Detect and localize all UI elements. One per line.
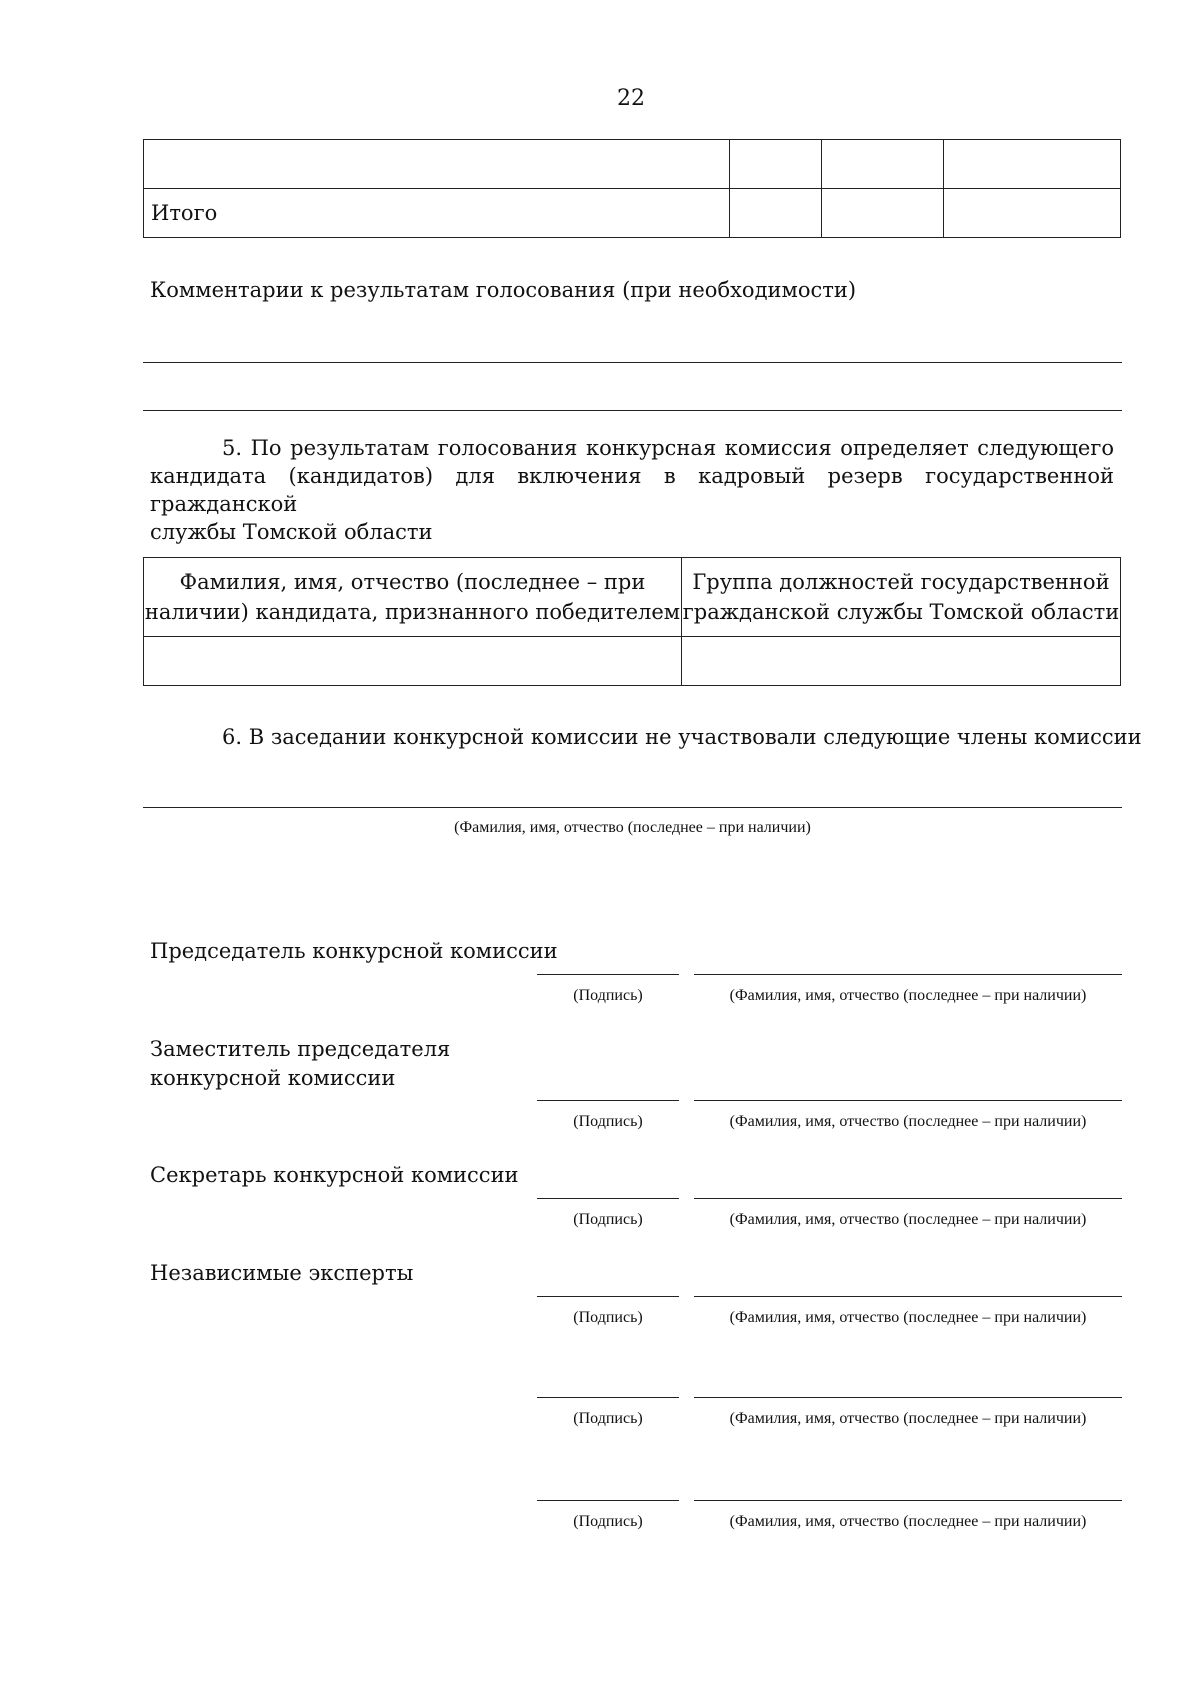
table-cell: [730, 140, 822, 189]
comments-line: [143, 410, 1122, 411]
secretary-label: Секретарь конкурсной комиссии: [150, 1163, 519, 1187]
table-cell: [822, 140, 944, 189]
table-header-row: [144, 558, 1121, 637]
table-cell: [682, 637, 1121, 686]
table-row: [144, 637, 1121, 686]
name-line: [694, 974, 1122, 975]
paragraph-line: 5. По результатам голосования конкурсная комиссия определяет следующего: [222, 436, 1114, 460]
comments-line: [143, 362, 1122, 363]
name-caption: (Фамилия, имя, отчество (последнее – при наличии): [729, 1113, 1087, 1130]
signature-line: [537, 1100, 679, 1101]
absent-members-caption: (Фамилия, имя, отчество (последнее – при наличии): [454, 819, 811, 836]
signature-line: [537, 1500, 679, 1501]
table-cell: [822, 189, 944, 238]
table-cell: [144, 637, 682, 686]
signature-caption: (Подпись): [573, 1309, 643, 1326]
experts-label: Независимые эксперты: [150, 1261, 414, 1285]
paragraph-line: кандидата (кандидатов) для включения в кадровый резерв государственной гражданской: [150, 464, 1114, 516]
chairman-label: Председатель конкурсной комиссии: [150, 939, 558, 963]
table-row: [144, 140, 1121, 189]
signature-caption: (Подпись): [573, 1211, 643, 1228]
name-caption: (Фамилия, имя, отчество (последнее – при наличии): [729, 1513, 1087, 1530]
total-label: Итого: [144, 189, 730, 238]
winners-table: [143, 557, 1121, 686]
name-caption: (Фамилия, имя, отчество (последнее – при наличии): [729, 1309, 1087, 1326]
name-line: [694, 1100, 1122, 1101]
signature-caption: (Подпись): [573, 1410, 643, 1427]
table-cell: [144, 140, 730, 189]
signature-line: [537, 1397, 679, 1398]
paragraph-line: службы Томской области: [150, 520, 433, 544]
table-cell: [944, 140, 1121, 189]
signature-line: [537, 974, 679, 975]
section-6-text: 6. В заседании конкурсной комиссии не участвовали следующие члены комиссии: [222, 725, 1142, 749]
signature-caption: (Подпись): [573, 987, 643, 1004]
name-caption: (Фамилия, имя, отчество (последнее – при наличии): [729, 987, 1087, 1004]
name-line: [694, 1397, 1122, 1398]
signature-caption: (Подпись): [573, 1113, 643, 1130]
name-caption: (Фамилия, имя, отчество (последнее – при наличии): [729, 1410, 1087, 1427]
deputy-chairman-label: Заместитель председателя конкурсной комиссии: [150, 1037, 451, 1090]
page-number: 22: [617, 86, 645, 111]
table-cell: [730, 189, 822, 238]
comments-label: Комментарии к результатам голосования (при необходимости): [150, 278, 857, 302]
column-header: Группа должностей государственной гражданской службы Томской области: [682, 558, 1121, 637]
name-line: [694, 1198, 1122, 1199]
signature-line: [537, 1198, 679, 1199]
name-line: [694, 1296, 1122, 1297]
name-line: [694, 1500, 1122, 1501]
name-caption: (Фамилия, имя, отчество (последнее – при наличии): [729, 1211, 1087, 1228]
column-header: Фамилия, имя, отчество (последнее – при наличии) кандидата, признанного победителем: [144, 558, 682, 637]
section-5-paragraph: [150, 434, 1114, 546]
signature-line: [537, 1296, 679, 1297]
absent-members-line: [143, 807, 1122, 808]
table-row: [144, 189, 1121, 238]
results-table: [143, 139, 1121, 238]
signature-caption: (Подпись): [573, 1513, 643, 1530]
table-cell: [944, 189, 1121, 238]
